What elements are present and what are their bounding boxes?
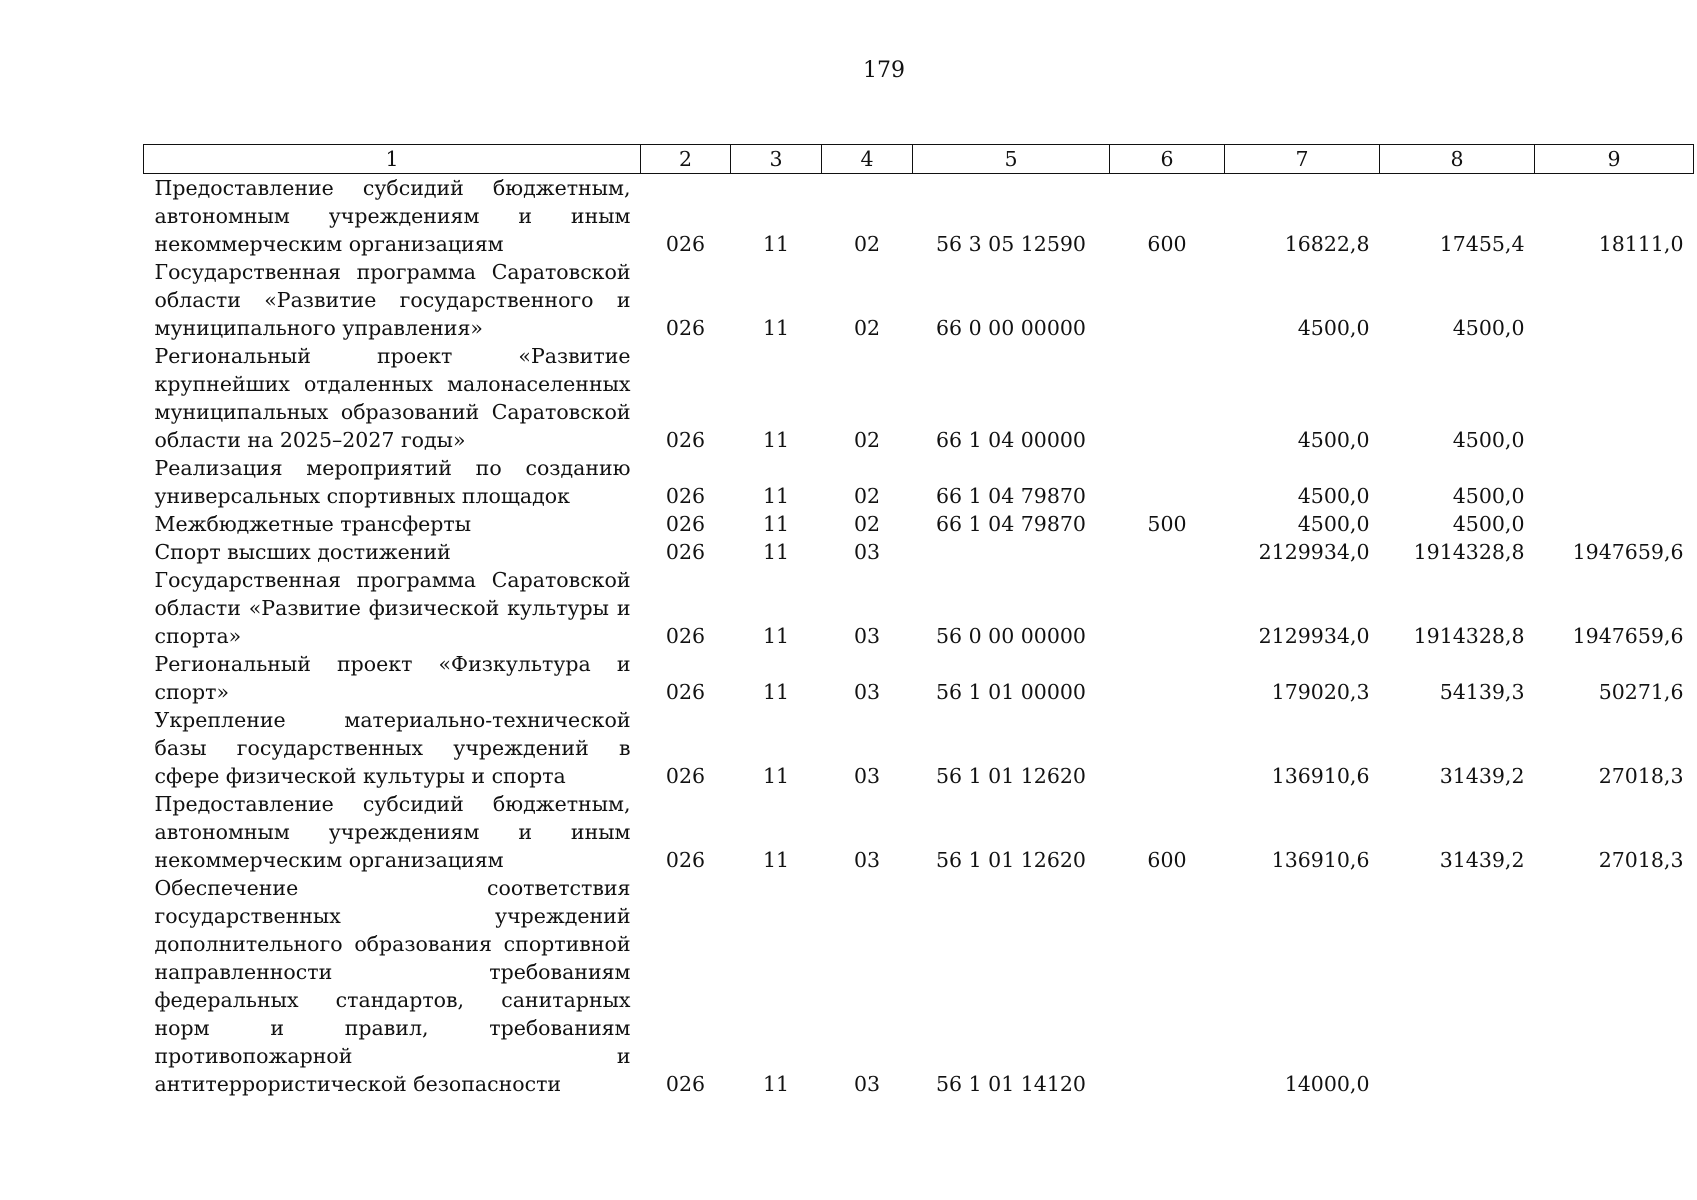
row-expense-type: 600 xyxy=(1147,232,1187,256)
row-amount-col-9: 27018,3 xyxy=(1598,764,1684,788)
header-col-8: 8 xyxy=(1380,145,1535,174)
table-row xyxy=(144,706,1694,790)
row-ministry-code: 026 xyxy=(665,1072,706,1096)
row-amount-col-7: 136910,6 xyxy=(1271,764,1370,788)
table-row xyxy=(144,566,1694,650)
header-col-6: 6 xyxy=(1110,145,1225,174)
row-amount-col-7: 136910,6 xyxy=(1271,848,1370,872)
row-name: Спорт высших достижений xyxy=(154,540,451,564)
row-amount-col-9: 50271,6 xyxy=(1598,680,1684,704)
row-ministry-code: 026 xyxy=(665,232,706,256)
row-amount-col-7: 4500,0 xyxy=(1297,428,1370,452)
row-ministry-code: 026 xyxy=(665,764,706,788)
row-ministry-code: 026 xyxy=(665,624,706,648)
table-row xyxy=(144,174,1694,259)
row-amount-col-7: 4500,0 xyxy=(1297,484,1370,508)
row-amount-col-9 xyxy=(1535,258,1694,342)
row-expense-type: 500 xyxy=(1147,512,1187,536)
row-amount-col-7: 179020,3 xyxy=(1271,680,1370,704)
header-col-4: 4 xyxy=(822,145,913,174)
header-col-5: 5 xyxy=(913,145,1110,174)
table-row xyxy=(144,454,1694,510)
row-section-code: 11 xyxy=(762,680,790,704)
row-amount-col-7: 14000,0 xyxy=(1284,1072,1370,1096)
row-target-article: 66 1 04 79870 xyxy=(936,484,1086,508)
row-section-code: 11 xyxy=(762,232,790,256)
row-target-article: 56 1 01 12620 xyxy=(936,848,1086,872)
row-target-article: 66 1 04 79870 xyxy=(936,512,1086,536)
row-expense-type xyxy=(1110,566,1225,650)
table-row xyxy=(144,510,1694,538)
row-subsection-code: 02 xyxy=(853,512,881,536)
row-amount-col-9: 1947659,6 xyxy=(1572,624,1684,648)
row-subsection-code: 02 xyxy=(853,232,881,256)
table-row xyxy=(144,650,1694,706)
header-col-2: 2 xyxy=(641,145,731,174)
row-section-code: 11 xyxy=(762,512,790,536)
row-subsection-code: 02 xyxy=(853,316,881,340)
table-row xyxy=(144,258,1694,342)
table-row xyxy=(144,538,1694,566)
row-section-code: 11 xyxy=(762,484,790,508)
row-subsection-code: 03 xyxy=(853,1072,881,1096)
row-expense-type xyxy=(1110,650,1225,706)
row-amount-col-9 xyxy=(1535,342,1694,454)
row-amount-col-7: 4500,0 xyxy=(1297,512,1370,536)
row-ministry-code: 026 xyxy=(665,680,706,704)
row-target-article: 56 1 01 00000 xyxy=(936,680,1086,704)
row-target-article: 66 0 00 00000 xyxy=(936,316,1086,340)
row-subsection-code: 03 xyxy=(853,540,881,564)
budget-table xyxy=(143,144,1694,1098)
header-col-7: 7 xyxy=(1225,145,1380,174)
row-section-code: 11 xyxy=(762,764,790,788)
row-amount-col-9: 27018,3 xyxy=(1598,848,1684,872)
row-amount-col-8: 4500,0 xyxy=(1452,316,1525,340)
row-name: Предоставление субсидий бюджетным, автономным учреждениям и иным некоммерческим организациям xyxy=(154,792,631,872)
header-col-9: 9 xyxy=(1535,145,1694,174)
row-section-code: 11 xyxy=(762,316,790,340)
row-ministry-code: 026 xyxy=(665,848,706,872)
row-amount-col-8: 17455,4 xyxy=(1439,232,1525,256)
row-target-article: 66 1 04 00000 xyxy=(936,428,1086,452)
row-amount-col-9 xyxy=(1535,510,1694,538)
row-ministry-code: 026 xyxy=(665,484,706,508)
row-ministry-code: 026 xyxy=(665,428,706,452)
row-amount-col-7: 16822,8 xyxy=(1284,232,1370,256)
row-subsection-code: 03 xyxy=(853,764,881,788)
row-expense-type xyxy=(1110,706,1225,790)
row-expense-type xyxy=(1110,454,1225,510)
row-name: Реализация мероприятий по созданию универсальных спортивных площадок xyxy=(154,456,631,508)
row-amount-col-9 xyxy=(1535,874,1694,1098)
row-section-code: 11 xyxy=(762,540,790,564)
row-amount-col-7: 2129934,0 xyxy=(1258,540,1370,564)
page-number: 179 xyxy=(863,58,905,83)
row-target-article: 56 1 01 12620 xyxy=(936,764,1086,788)
row-subsection-code: 02 xyxy=(853,428,881,452)
row-amount-col-7: 2129934,0 xyxy=(1258,624,1370,648)
row-expense-type: 600 xyxy=(1147,848,1187,872)
row-amount-col-8 xyxy=(1380,874,1535,1098)
row-expense-type xyxy=(1110,258,1225,342)
table-row xyxy=(144,790,1694,874)
row-name: Обеспечение соответствия государственных учреждений дополнительного образования спортивной направленности требованиям федеральных стандартов, санитарных норм и правил, требованиям противопожарной и антитеррористической безопасности xyxy=(154,876,631,1096)
row-name: Укрепление материально-технической базы государственных учреждений в сфере физической культуры и спорта xyxy=(154,708,631,788)
row-target-article: 56 1 01 14120 xyxy=(936,1072,1086,1096)
row-subsection-code: 03 xyxy=(853,624,881,648)
row-amount-col-8: 4500,0 xyxy=(1452,428,1525,452)
row-name: Межбюджетные трансферты xyxy=(154,512,472,536)
row-name: Предоставление субсидий бюджетным, автономным учреждениям и иным некоммерческим организациям xyxy=(154,176,631,256)
row-amount-col-8: 1914328,8 xyxy=(1413,540,1525,564)
row-amount-col-8: 4500,0 xyxy=(1452,484,1525,508)
row-amount-col-9: 1947659,6 xyxy=(1572,540,1684,564)
row-section-code: 11 xyxy=(762,428,790,452)
row-name: Государственная программа Саратовской области «Развитие физической культуры и спорта» xyxy=(154,568,631,648)
header-col-1: 1 xyxy=(144,145,641,174)
row-subsection-code: 02 xyxy=(853,484,881,508)
row-target-article: 56 3 05 12590 xyxy=(936,232,1086,256)
row-amount-col-9 xyxy=(1535,454,1694,510)
row-ministry-code: 026 xyxy=(665,316,706,340)
table-row xyxy=(144,342,1694,454)
row-expense-type xyxy=(1110,538,1225,566)
row-subsection-code: 03 xyxy=(853,848,881,872)
row-name: Региональный проект «Физкультура и спорт» xyxy=(154,652,631,704)
row-name: Региональный проект «Развитие крупнейших отдаленных малонаселенных муниципальных образований Саратовской области на 2025–2027 годы» xyxy=(154,344,631,452)
row-target-article: 56 0 00 00000 xyxy=(936,624,1086,648)
row-subsection-code: 03 xyxy=(853,680,881,704)
row-amount-col-8: 31439,2 xyxy=(1439,848,1525,872)
row-amount-col-7: 4500,0 xyxy=(1297,316,1370,340)
row-amount-col-9: 18111,0 xyxy=(1598,232,1684,256)
row-amount-col-8: 31439,2 xyxy=(1439,764,1525,788)
row-amount-col-8: 54139,3 xyxy=(1439,680,1525,704)
row-expense-type xyxy=(1110,874,1225,1098)
row-expense-type xyxy=(1110,342,1225,454)
row-section-code: 11 xyxy=(762,1072,790,1096)
header-col-3: 3 xyxy=(731,145,822,174)
row-section-code: 11 xyxy=(762,848,790,872)
row-amount-col-8: 1914328,8 xyxy=(1413,624,1525,648)
row-target-article xyxy=(913,538,1110,566)
row-name: Государственная программа Саратовской области «Развитие государственного и муниципального управления» xyxy=(154,260,631,340)
row-ministry-code: 026 xyxy=(665,540,706,564)
table-header-row xyxy=(144,145,1694,174)
row-ministry-code: 026 xyxy=(665,512,706,536)
row-amount-col-8: 4500,0 xyxy=(1452,512,1525,536)
row-section-code: 11 xyxy=(762,624,790,648)
table-row xyxy=(144,874,1694,1098)
